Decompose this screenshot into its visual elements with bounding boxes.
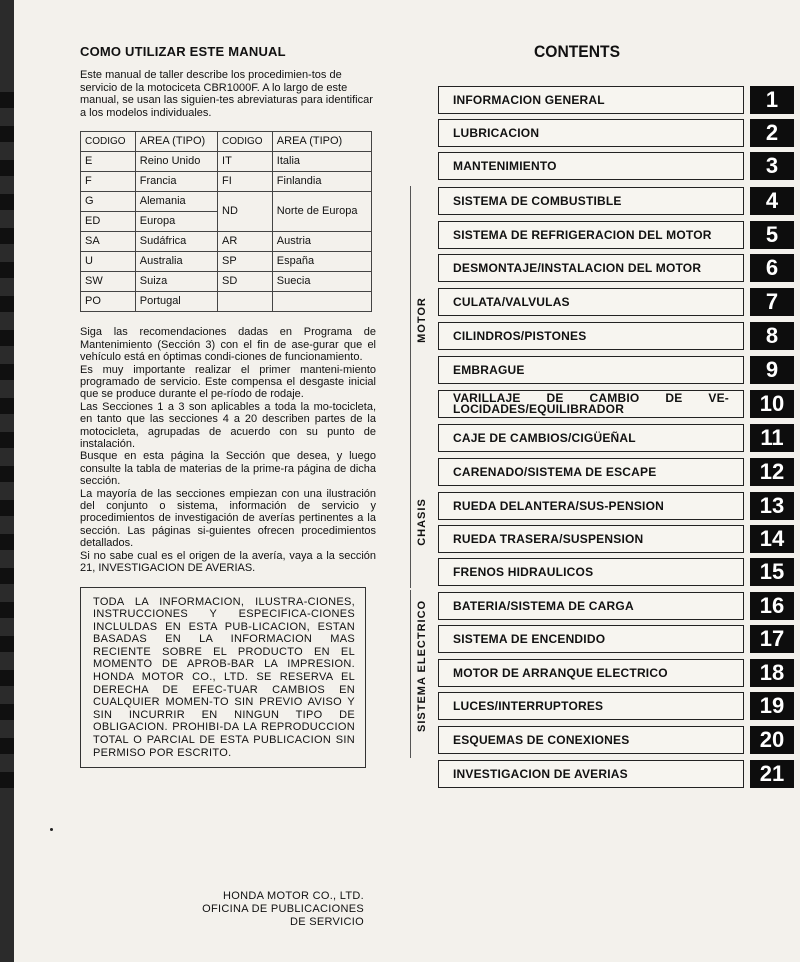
- table-row: [81, 272, 372, 292]
- toc-label: CARENADO/SISTEMA DE ESCAPE: [453, 464, 657, 479]
- toc-entry[interactable]: [438, 187, 744, 215]
- edge-tab: [0, 636, 14, 652]
- toc-label: MOTOR DE ARRANQUE ELECTRICO: [453, 665, 668, 680]
- paragraph: Busque en esta página la Sección que desea, y luego consulte la tabla de materias de la prime-ra página de dicha sección.: [80, 450, 376, 488]
- section-tab-7[interactable]: 7: [750, 288, 794, 316]
- section-tab-8[interactable]: 8: [750, 322, 794, 350]
- table-cell: España: [272, 252, 371, 272]
- toc-entry[interactable]: [438, 424, 744, 452]
- table-row: [81, 292, 372, 312]
- section-tab-10[interactable]: 10: [750, 390, 794, 418]
- section-tab-19[interactable]: 19: [750, 692, 794, 720]
- toc-row-4[interactable]: [422, 187, 792, 217]
- instructions-text: [80, 326, 376, 574]
- toc-row-13[interactable]: [422, 492, 792, 522]
- edge-tab: [0, 704, 14, 720]
- toc-row-16[interactable]: [422, 592, 792, 622]
- table-cell: SA: [81, 232, 136, 252]
- toc-entry[interactable]: [438, 760, 744, 788]
- toc-row-14[interactable]: [422, 525, 792, 555]
- toc-row-12[interactable]: [422, 458, 792, 488]
- table-cell: ND: [218, 192, 273, 232]
- how-to-use-column: [80, 44, 376, 768]
- table-cell: [272, 292, 371, 312]
- edge-tab: [0, 670, 14, 686]
- toc-entry[interactable]: [438, 356, 744, 384]
- electrico-section-label: SISTEMA ELECTRICO: [416, 599, 428, 732]
- toc-entry[interactable]: [438, 322, 744, 350]
- signature-line: HONDA MOTOR CO., LTD.: [223, 890, 364, 902]
- edge-tab: [0, 772, 14, 788]
- toc-label: VARILLAJE DE CAMBIO DE VE-LOCIDADES/EQUILIBRADOR: [453, 391, 729, 416]
- page-speck: [50, 828, 53, 831]
- table-cell: Francia: [135, 172, 217, 192]
- table-cell: SP: [218, 252, 273, 272]
- toc-label: ESQUEMAS DE CONEXIONES: [453, 732, 630, 747]
- paragraph: La mayoría de las secciones empiezan con una ilustración del conjunto o sistema, información de servicio y procedimientos de investigación de averías pertinentes a la sección. Las páginas si-guientes ofrecen procedimientos detallados.: [80, 487, 376, 550]
- section-tab-3[interactable]: 3: [750, 152, 794, 180]
- edge-tab: [0, 296, 14, 312]
- signature-line: OFICINA DE PUBLICACIONES: [202, 903, 364, 915]
- edge-tab: [0, 432, 14, 448]
- signature-line: DE SERVICIO: [289, 916, 364, 928]
- toc-row-18[interactable]: [422, 659, 792, 689]
- intro-paragraph: Este manual de taller describe los procedimien-tos de servicio de la motociceta CBR1000F. A lo largo de este manual, se usan las siguien-tes abreviaturas para identificar a los modelos individuales.: [80, 69, 373, 119]
- section-tab-21[interactable]: 21: [750, 760, 794, 788]
- toc-label: SISTEMA DE COMBUSTIBLE: [453, 193, 622, 208]
- edge-tab: [0, 738, 14, 754]
- toc-entry[interactable]: [438, 390, 744, 418]
- page-edge: [0, 0, 14, 962]
- toc-row-7[interactable]: [422, 288, 792, 318]
- edge-tab: [0, 160, 14, 176]
- section-tab-18[interactable]: 18: [750, 659, 794, 687]
- table-cell: Norte de Europa: [272, 192, 371, 232]
- table-cell: Suecia: [272, 272, 371, 292]
- table-row: [81, 252, 372, 272]
- toc-row-21[interactable]: [422, 760, 792, 790]
- manual-page: [14, 0, 800, 962]
- paragraph: Es muy importante realizar el primer manteni-miento programado de servicio. Este compensa el desgaste inicial que se produce durante el pe-ríodo de rodaje.: [80, 363, 376, 401]
- toc-row-1[interactable]: [422, 86, 792, 116]
- section-tab-17[interactable]: 17: [750, 625, 794, 653]
- edge-tab: [0, 262, 14, 278]
- table-cell: Austria: [272, 232, 371, 252]
- edge-tab: [0, 92, 14, 108]
- table-cell: [218, 292, 273, 312]
- toc-entry[interactable]: [438, 86, 744, 114]
- edge-tab: [0, 398, 14, 414]
- motor-section-label: MOTOR: [416, 297, 428, 343]
- section-tab-4[interactable]: 4: [750, 187, 794, 215]
- toc-label: MANTENIMIENTO: [453, 158, 557, 173]
- toc-entry[interactable]: [438, 726, 744, 754]
- toc-row-17[interactable]: [422, 625, 792, 655]
- table-header: CODIGO: [81, 132, 136, 152]
- toc-label: RUEDA TRASERA/SUSPENSION: [453, 531, 644, 546]
- toc-entry[interactable]: [438, 221, 744, 249]
- table-cell: Suiza: [135, 272, 217, 292]
- table-cell: Italia: [272, 152, 371, 172]
- toc-row-9[interactable]: [422, 356, 792, 386]
- publisher-signature: [114, 890, 364, 929]
- toc-entry[interactable]: [438, 659, 744, 687]
- table-cell: U: [81, 252, 136, 272]
- toc-entry[interactable]: [438, 692, 744, 720]
- table-header: AREA (TIPO): [135, 132, 217, 152]
- toc-entry[interactable]: [438, 492, 744, 520]
- toc-row-20[interactable]: [422, 726, 792, 756]
- table-cell: SW: [81, 272, 136, 292]
- section-tab-9[interactable]: 9: [750, 356, 794, 384]
- edge-tab: [0, 228, 14, 244]
- toc-entry[interactable]: [438, 288, 744, 316]
- toc-entry[interactable]: [438, 525, 744, 553]
- section-tab-12[interactable]: 12: [750, 458, 794, 486]
- table-row: [81, 172, 372, 192]
- toc-entry[interactable]: [438, 458, 744, 486]
- toc-entry[interactable]: [438, 254, 744, 282]
- toc-label: CILINDROS/PISTONES: [453, 328, 587, 343]
- toc-label: SISTEMA DE ENCENDIDO: [453, 631, 606, 646]
- toc-row-3[interactable]: [422, 152, 792, 182]
- toc-row-8[interactable]: [422, 322, 792, 352]
- table-cell: Finlandia: [272, 172, 371, 192]
- toc-label: FRENOS HIDRAULICOS: [453, 564, 594, 579]
- table-cell: Portugal: [135, 292, 217, 312]
- toc-entry[interactable]: [438, 558, 744, 586]
- table-cell: Sudáfrica: [135, 232, 217, 252]
- toc-row-5[interactable]: [422, 221, 792, 251]
- toc-row-6[interactable]: [422, 254, 792, 284]
- table-cell: PO: [81, 292, 136, 312]
- toc-row-15[interactable]: [422, 558, 792, 588]
- table-cell: F: [81, 172, 136, 192]
- edge-tab: [0, 466, 14, 482]
- toc-row-10[interactable]: [422, 390, 792, 420]
- copyright-notice: TODA LA INFORMACION, ILUSTRA-CIONES, INSTRUCCIONES Y ESPECIFICA-CIONES INCLULDAS EN ESTA PUB-LICACION, ESTAN BASADAS EN LA INFORMACION MAS RECIENTE SOBRE EL PRODUCTO EN EL MOMENTO DE APROB-BAR LA IMPRESION. HONDA MOTOR CO., LTD. SE RESERVA EL DERECHA DE EFEC-TUAR CAMBIOS EN CUALQUIER MOMEN-TO SIN PREVIO AVISO Y SIN INCURRIR EN NINGUN TIPO DE OBLIGACION. PROHIBI-DA LA REPRODUCCION TOTAL O PARCIAL DE ESTA PUBLICACION SIN PERMISO POR ESCRITO.: [80, 587, 366, 769]
- toc-entry[interactable]: [438, 592, 744, 620]
- section-tab-14[interactable]: 14: [750, 525, 794, 553]
- edge-tab: [0, 568, 14, 584]
- table-header: AREA (TIPO): [272, 132, 371, 152]
- toc-row-2[interactable]: [422, 119, 792, 149]
- table-header-row: [81, 132, 372, 152]
- toc-label: RUEDA DELANTERA/SUS-PENSION: [453, 498, 664, 513]
- table-cell: AR: [218, 232, 273, 252]
- toc-label: CULATA/VALVULAS: [453, 294, 570, 309]
- edge-tab: [0, 194, 14, 210]
- table-row: [81, 152, 372, 172]
- section-tab-11[interactable]: 11: [750, 424, 794, 452]
- table-cell: ED: [81, 212, 136, 232]
- contents-title: CONTENTS: [534, 42, 621, 61]
- table-cell: FI: [218, 172, 273, 192]
- edge-tab: [0, 364, 14, 380]
- edge-tab: [0, 330, 14, 346]
- toc-label: BATERIA/SISTEMA DE CARGA: [453, 598, 634, 613]
- toc-label: DESMONTAJE/INSTALACION DEL MOTOR: [453, 260, 702, 275]
- table-cell: Europa: [135, 212, 217, 232]
- edge-tab: [0, 126, 14, 142]
- toc-row-11[interactable]: [422, 424, 792, 454]
- paragraph: Siga las recomendaciones dadas en Programa de Mantenimiento (Sección 3) con el fin de ase-gurar que el vehículo está en óptimas condi-ciones de funcionamiento.: [80, 326, 376, 364]
- section-tab-16[interactable]: 16: [750, 592, 794, 620]
- toc-label: EMBRAGUE: [453, 362, 525, 377]
- toc-label: CAJE DE CAMBIOS/CIGÜEÑAL: [453, 430, 636, 445]
- toc-entry[interactable]: [438, 119, 744, 147]
- table-row: [81, 192, 372, 212]
- section-tab-1[interactable]: 1: [750, 86, 794, 114]
- paragraph: Si no sabe cual es el origen de la avería, vaya a la sección 21, INVESTIGACION DE AVERIAS.: [80, 549, 376, 575]
- table-cell: IT: [218, 152, 273, 172]
- model-codes-table: [80, 131, 372, 312]
- table-cell: Australia: [135, 252, 217, 272]
- edge-tab: [0, 500, 14, 516]
- section-tab-15[interactable]: 15: [750, 558, 794, 586]
- edge-tab: [0, 534, 14, 550]
- table-cell: SD: [218, 272, 273, 292]
- chasis-section-label: CHASIS: [416, 498, 428, 546]
- table-header: CODIGO: [218, 132, 273, 152]
- toc-label: LUBRICACION: [453, 125, 540, 140]
- table-cell: G: [81, 192, 136, 212]
- section-tab-13[interactable]: 13: [750, 492, 794, 520]
- table-cell: E: [81, 152, 136, 172]
- section-tab-5[interactable]: 5: [750, 221, 794, 249]
- edge-tab: [0, 602, 14, 618]
- how-to-use-title: COMO UTILIZAR ESTE MANUAL: [80, 44, 286, 59]
- section-tab-20[interactable]: 20: [750, 726, 794, 754]
- toc-label: SISTEMA DE REFRIGERACION DEL MOTOR: [453, 227, 712, 242]
- table-row: [81, 232, 372, 252]
- toc-entry[interactable]: [438, 152, 744, 180]
- toc-row-19[interactable]: [422, 692, 792, 722]
- toc-label: INFORMACION GENERAL: [453, 92, 605, 107]
- paragraph: Las Secciones 1 a 3 son aplicables a toda la mo-tocicleta, en tanto que las secciones 4 a 20 describen partes de la motocicleta, agrupadas de acuerdo con su punto de instalación.: [80, 400, 376, 451]
- section-tab-6[interactable]: 6: [750, 254, 794, 282]
- toc-label: LUCES/INTERRUPTORES: [453, 698, 604, 713]
- toc-label: INVESTIGACION DE AVERIAS: [453, 766, 628, 781]
- table-cell: Reino Unido: [135, 152, 217, 172]
- toc-entry[interactable]: [438, 625, 744, 653]
- section-tab-2[interactable]: 2: [750, 119, 794, 147]
- table-cell: Alemania: [135, 192, 217, 212]
